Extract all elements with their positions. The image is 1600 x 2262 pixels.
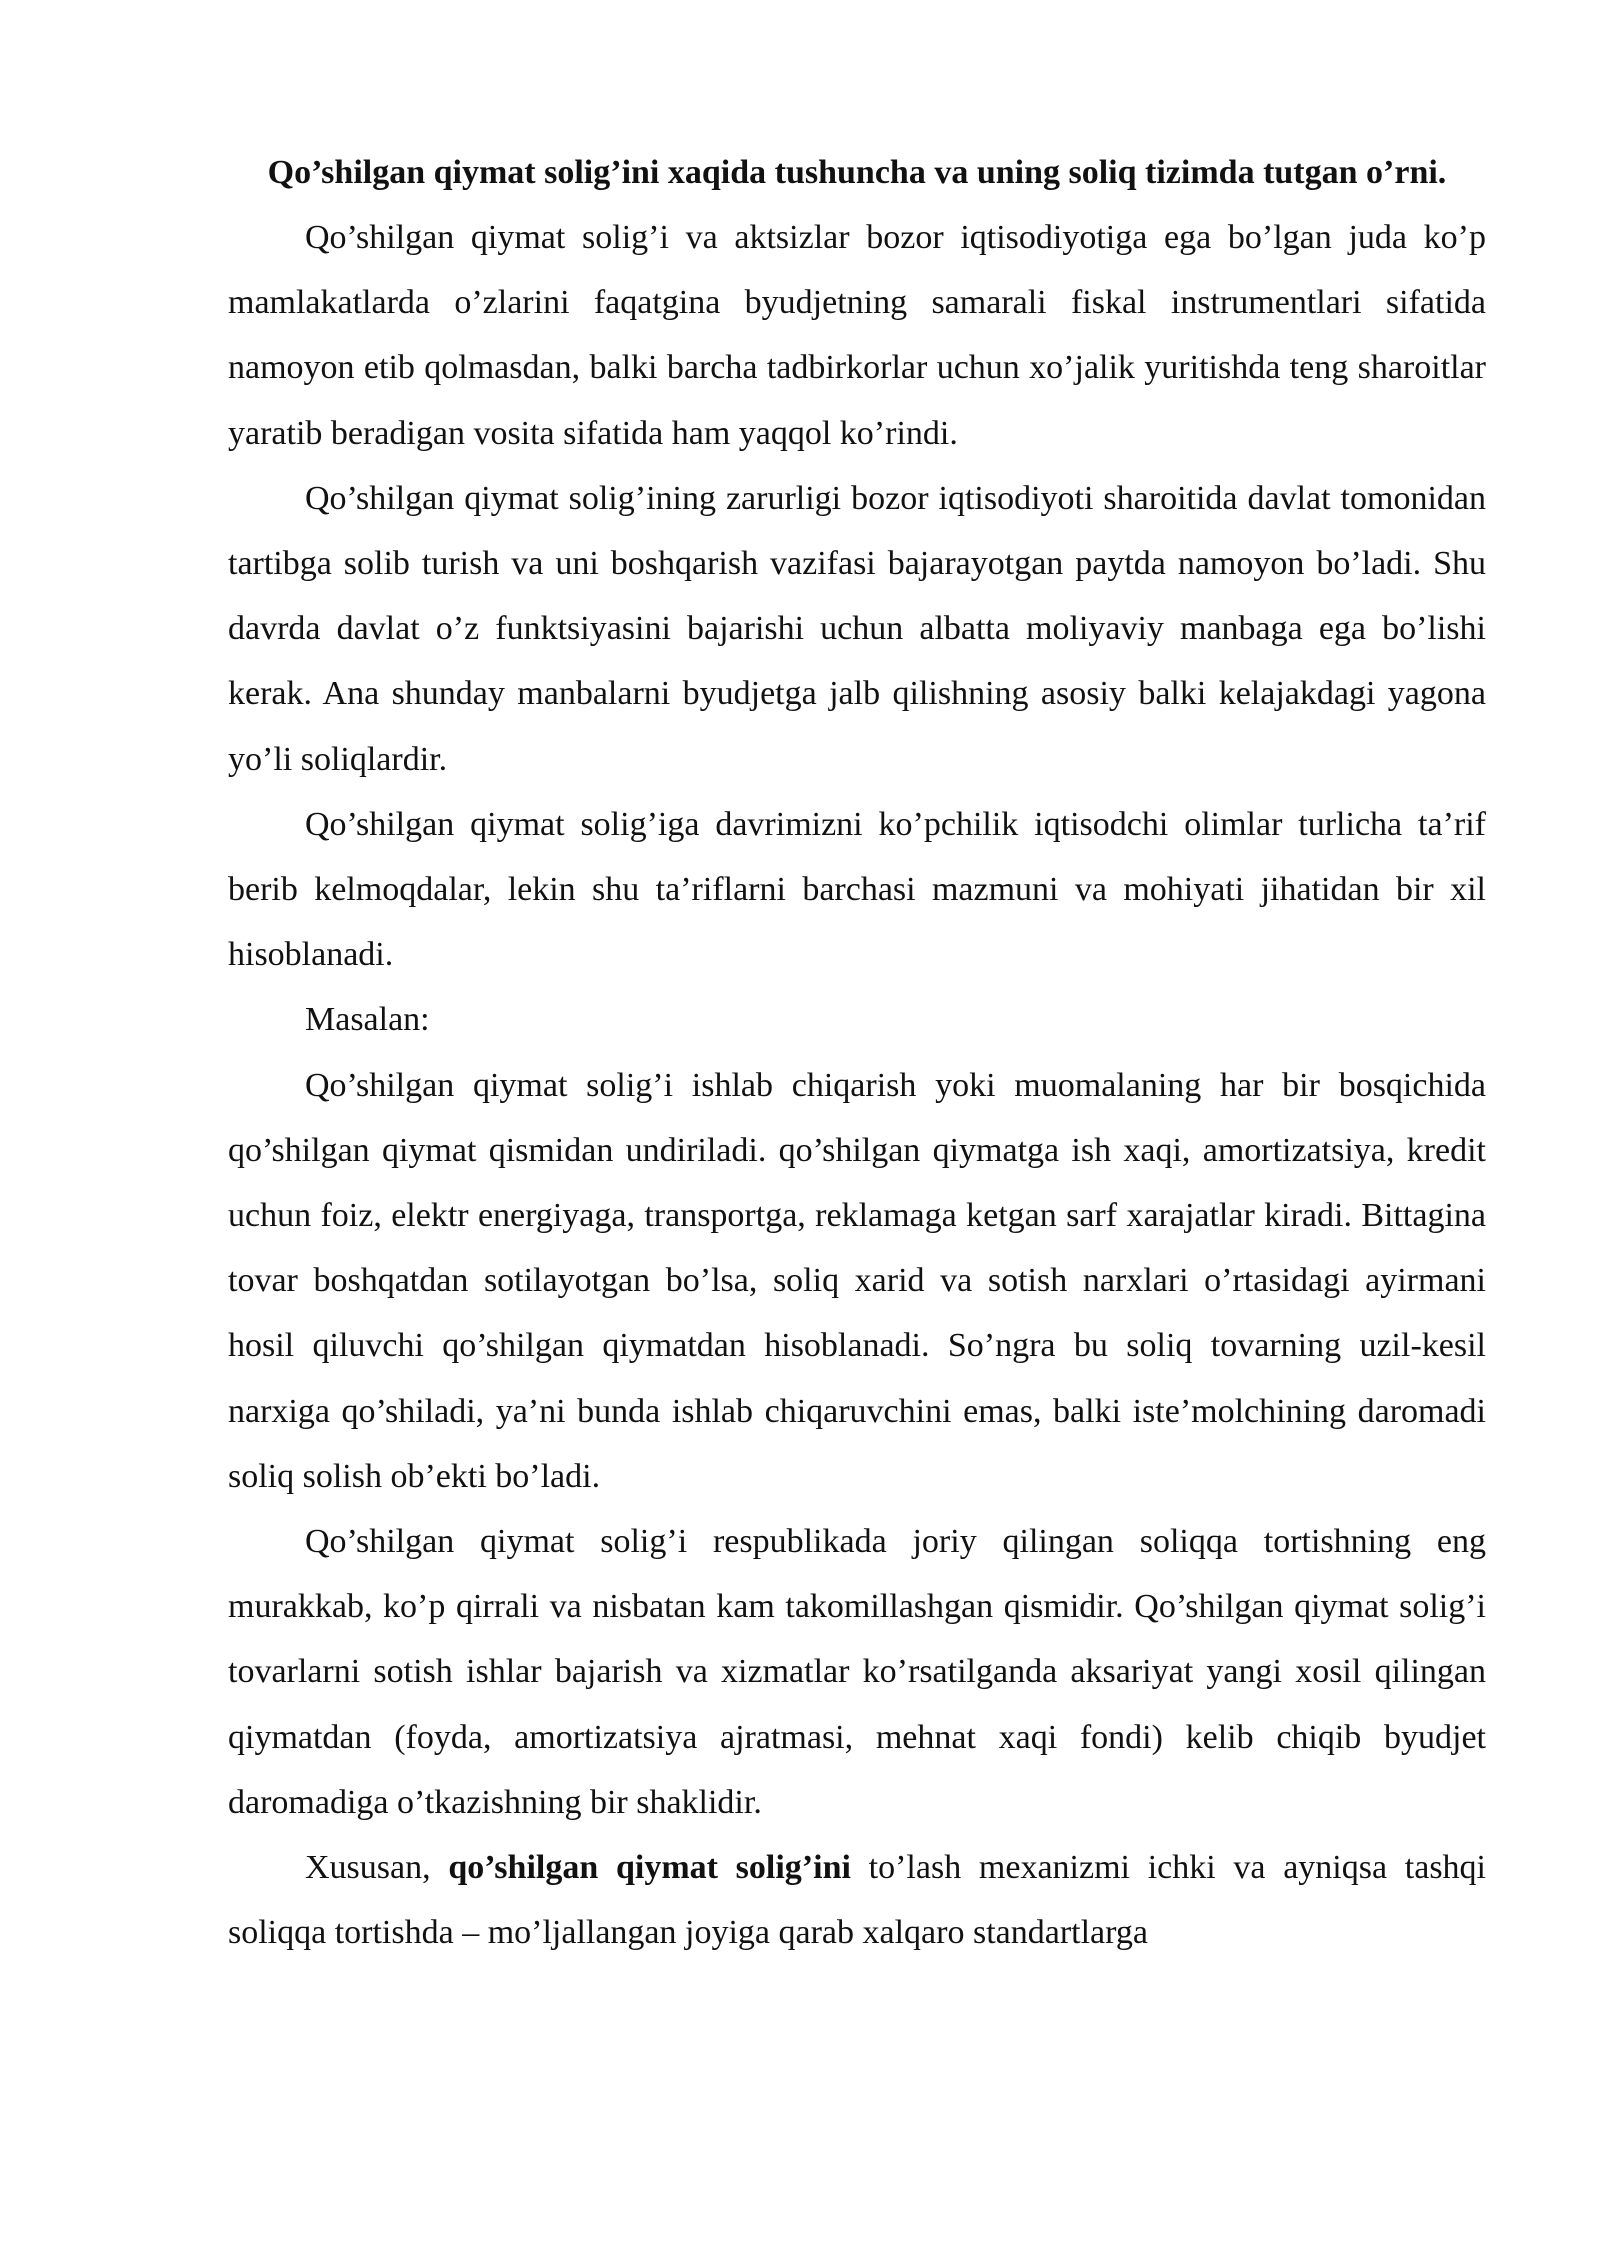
paragraph-7-bold-term: qo’shilgan qiymat solig’ini	[448, 1849, 851, 1887]
document-title: Qo’shilgan qiymat solig’ini xaqida tushuncha va uning soliq tizimda tutgan o’rni.	[267, 154, 1447, 191]
paragraph-7	[228, 1835, 1486, 1965]
document-page	[228, 140, 1486, 1965]
paragraph-3: Qo’shilgan qiymat solig’iga davrimizni ko’pchilik iqtisodchi olimlar turlicha ta’rif berib kelmoqdalar, lekin shu ta’riflarni barchasi mazmuni va mohiyati jihatidan bir xil hisoblanadi.	[228, 805, 1486, 974]
paragraph-1: Qo’shilgan qiymat solig’i va aktsizlar bozor iqtisodiyotiga ega bo’lgan juda ko’p mamlakatlarda o’zlarini faqatgina byudjetning samarali fiskal instrumentlari sifatida namoyon etib qolmasdan, balki barcha tadbirkorlar uchun xo’jalik yuritishda teng sharoitlar yaratib beradigan vosita sifatida ham yaqqol ko’rindi.	[228, 219, 1486, 452]
paragraph-2: Qo’shilgan qiymat solig’ining zarurligi bozor iqtisodiyoti sharoitida davlat tomonidan tartibga solib turish va uni boshqarish vazifasi bajarayotgan paytda namoyon bo’ladi. Shu davrda davlat o’z funktsiyasini bajarishi uchun albatta moliyaviy manbaga ega bo’lishi kerak. Ana shunday manbalarni byudjetga jalb qilishning asosiy balki kelajakdagi yagona yo’li soliqlardir.	[228, 479, 1486, 778]
paragraph-7-start: Xususan,	[305, 1849, 449, 1887]
paragraph-7-rest: to’lash mexanizmi ichki va ayniqsa tashqi soliqqa tortishda – mo’ljallangan joyiga qarab xalqaro standartlarga	[228, 1849, 1486, 1952]
paragraph-6: Qo’shilgan qiymat solig’i respublikada joriy qilingan soliqqa tortishning eng murakkab, ko’p qirrali va nisbatan kam takomillashgan qismidir. Qo’shilgan qiymat solig’i tovarlarni sotish ishlar bajarish va xizmatlar ko’rsatilganda aksariyat yangi xosil qilingan qiymatdan (foyda, amortizatsiya ajratmasi, mehnat xaqi fondi) kelib chiqib byudjet daromadiga o’tkazishning bir shaklidir.	[228, 1523, 1486, 1821]
paragraph-masalan: Masalan:	[305, 1001, 430, 1039]
paragraph-5: Qo’shilgan qiymat solig’i ishlab chiqarish yoki muomalaning har bir bosqichida qo’shilgan qiymat qismidan undiriladi. qo’shilgan qiymatga ish xaqi, amortizatsiya, kredit uchun foiz, elektr energiyaga, transportga, reklamaga ketgan sarf xarajatlar kiradi. Bittagina tovar boshqatdan sotilayotgan bo’lsa, soliq xarid va sotish narxlari o’rtasidagi ayirmani hosil qiluvchi qo’shilgan qiymatdan hisoblanadi. So’ngra bu soliq tovarning uzil-kesil narxiga qo’shiladi, ya’ni bunda ishlab chiqaruvchini emas, balki iste’molchining daromadi soliq solish ob’ekti bo’ladi.	[228, 1066, 1486, 1495]
